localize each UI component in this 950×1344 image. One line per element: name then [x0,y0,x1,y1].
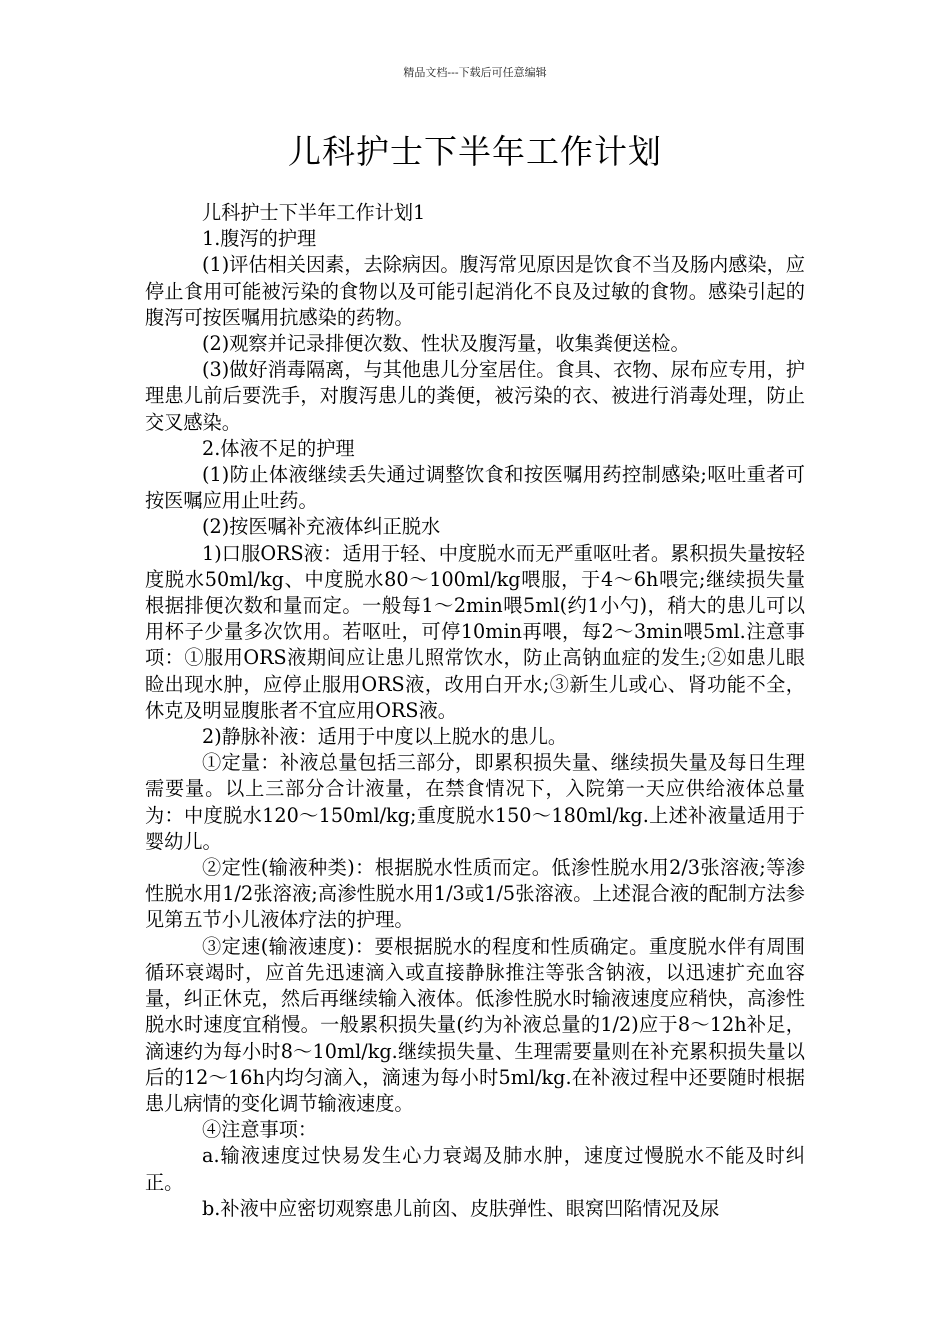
paragraph: (1)防止体液继续丢失通过调整饮食和按医嘱用药控制感染;呕吐重者可按医嘱应用止吐药。 [145,463,805,513]
subsection-heading-diarrhea: 1.腹泻的护理 [202,227,317,251]
paragraph: (2)观察并记录排便次数、性状及腹泻量，收集粪便送检。 [202,332,690,356]
subsection-heading-fluid: 2.体液不足的护理 [202,436,355,460]
document-body [145,200,805,1222]
paragraph: b.补液中应密切观察患儿前囟、皮肤弹性、眼窝凹陷情况及尿 [202,1196,720,1220]
paragraph: (1)评估相关因素，去除病因。腹泻常见原因是饮食不当及肠内感染，应停止食用可能被污染的食物以及可能引起消化不良及过敏的食物。感染引起的腹泻可按医嘱用抗感染的药物。 [145,253,805,329]
paragraph: ②定性(输液种类)：根据脱水性质而定。低渗性脱水用2/3张溶液;等渗性脱水用1/2张溶液;高渗性脱水用1/3或1/5张溶液。上述混合液的配制方法参见第五节小儿液体疗法的护理。 [145,856,805,932]
paragraph: 2)静脉补液：适用于中度以上脱水的患儿。 [202,725,568,749]
paragraph: (2)按医嘱补充液体纠正脱水 [202,515,441,539]
paragraph: ④注意事项： [202,1118,318,1142]
section-heading: 儿科护士下半年工作计划1 [202,201,426,224]
paragraph: ①定量：补液总量包括三部分，即累积损失量、继续损失量及每日生理需要量。以上三部分合计液量，在禁食情况下，入院第一天应供给液体总量为：中度脱水120～150ml/kg;重度脱水150～180ml/kg.上述补液量适用于婴幼儿。 [145,751,805,853]
paragraph: ③定速(输液速度)：要根据脱水的程度和性质确定。重度脱水伴有周围循环衰竭时，应首先迅速滴入或直接静脉推注等张含钠液，以迅速扩充血容量，纠正休克，然后再继续输入液体。低渗性脱水时输液速度应稍快，高渗性脱水时速度宜稍慢。一般累积损失量(约为补液总量的1/2)应于8～12h补足，滴速约为每小时8～10ml/kg.继续损失量、生理需要量则在补充累积损失量以后的12～16h内均匀滴入，滴速为每小时5ml/kg.在补液过程中还要随时根据患儿病情的变化调节输液速度。 [145,934,805,1115]
paragraph: (3)做好消毒隔离，与其他患儿分室居住。食具、衣物、尿布应专用，护理患儿前后要洗手，对腹泻患儿的粪便，被污染的衣、被进行消毒处理，防止交叉感染。 [145,358,805,434]
paragraph: 1)口服ORS液：适用于轻、中度脱水而无严重呕吐者。累积损失量按轻度脱水50ml/kg、中度脱水80～100ml/kg喂服，于4～6h喂完;继续损失量根据排便次数和量而定。一般每1～2min喂5ml(约1小勺)，稍大的患儿可以用杯子少量多次饮用。若呕吐，可停10min再喂，每2～3min喂5ml.注意事项：①服用ORS液期间应让患儿照常饮水，防止高钠血症的发生;②如患儿眼睑出现水肿，应停止服用ORS液，改用白开水;③新生儿或心、肾功能不全，休克及明显腹胀者不宜应用ORS液。 [145,541,805,722]
document-title: 儿科护士下半年工作计划 [288,132,662,171]
page-header-note: 精品文档---下载后可任意编辑 [403,66,547,79]
paragraph: a.输液速度过快易发生心力衰竭及肺水肿，速度过慢脱水不能及时纠正。 [145,1144,805,1194]
